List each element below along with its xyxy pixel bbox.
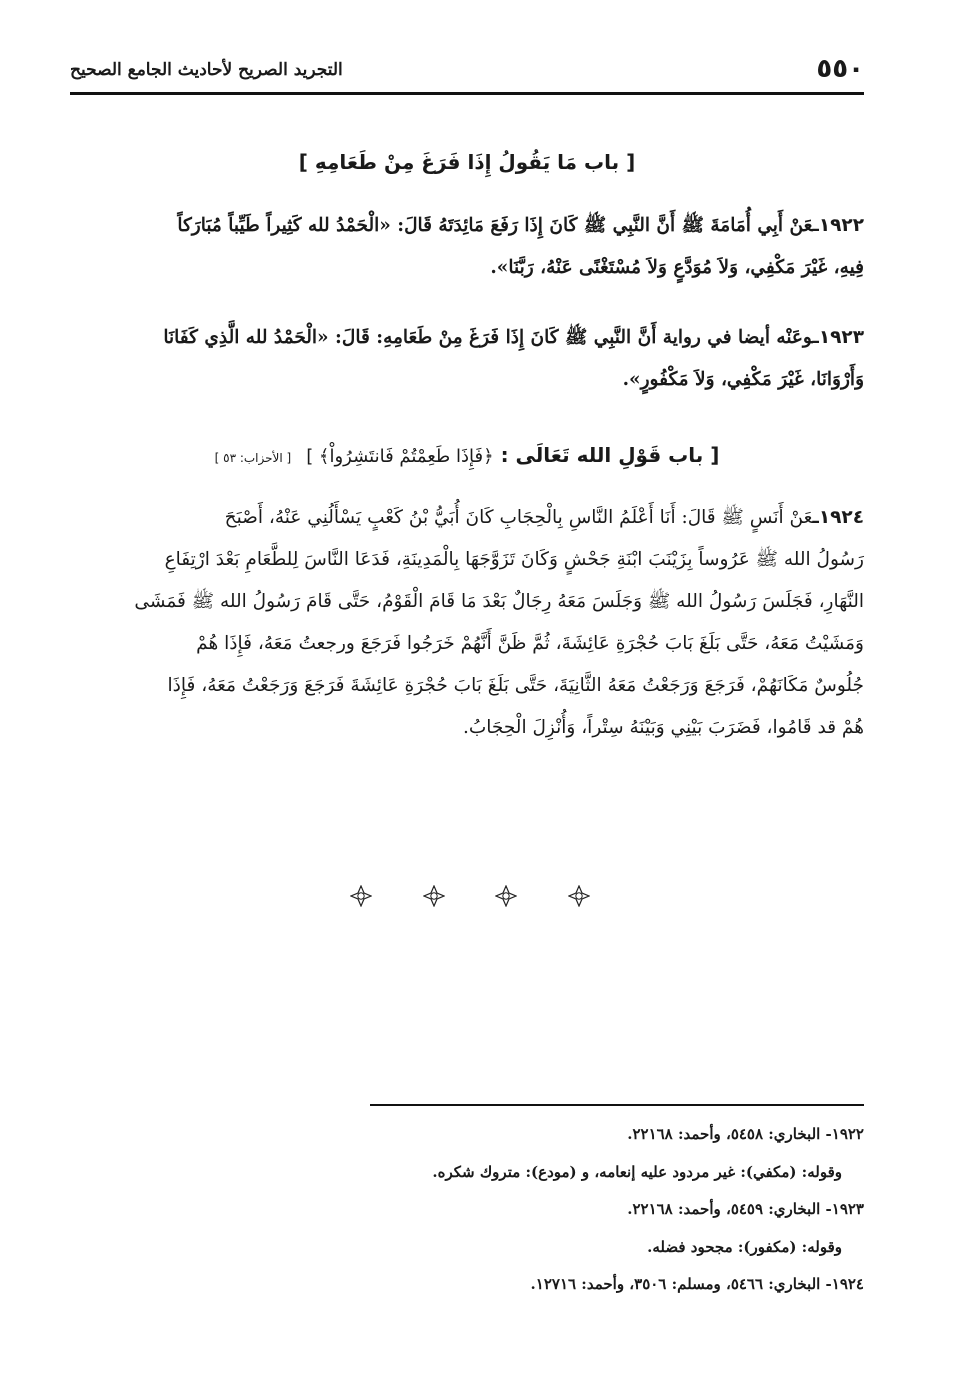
quran-verse: ﴿فَإِذَا طَعِمْتُمْ فَانتَشِرُواْ﴾ ]: [306, 446, 494, 467]
page-number: ٥٥٠: [816, 54, 864, 84]
chapter-heading-2: [70, 443, 864, 467]
hadith-number: ١٩٢٤ـ: [812, 507, 864, 528]
hadith-1923: [70, 317, 864, 401]
hadith-line: ١٩٢٣ـوعَنْه أيضا في رواية أَنَّ النَّبِي ﷺ كَانَ إِذَا فَرَغَ مِنْ طَعَامِهِ: قَالَ: «الْحَمْدُ لله الَّذِي كَفَانَا: [163, 327, 864, 348]
star-ornament-icon: [423, 885, 445, 907]
verse-reference: [ الأحزاب: ٥٣ ]: [214, 451, 292, 465]
hadith-line: رَسُولُ الله ﷺ عَرُوساً بِزَيْنَبَ ابْنَةِ جَحْشٍ وَكَانَ تَزَوَّجَهَا بِالْمَدِينَةِ، فَدَعَا النَّاسَ لِلطَّعَامِ بَعْدَ ارْتِفَاعِ: [164, 549, 864, 570]
chapter-title: [ باب قَوْلِ الله تَعَالَى :: [500, 443, 720, 467]
hadith-line: ١٩٢٢ـعَنْ أَبِي أُمَامَةَ ﷺ أَنَّ النَّبِي ﷺ كَانَ إِذَا رَفَعَ مَائِدَتَهُ قَالَ: «الْحَمْدُ لله كَثِيراً طَيِّباً مُبَارَكاً: [177, 215, 864, 236]
chapter-heading-1: [ باب مَا يَقُولُ إِذَا فَرَغَ مِنْ طَعَامِهِ ]: [298, 150, 636, 174]
book-title: التجريد الصريح لأحاديث الجامع الصحيح: [70, 60, 343, 80]
footnote-1923-note: وقوله: (مكفور): مجحود فضله.: [647, 1238, 842, 1256]
page-header: [70, 52, 864, 95]
hadith-1922: [70, 205, 864, 289]
hadith-1924: [70, 497, 864, 749]
star-ornament-icon: [495, 885, 517, 907]
hadith-line: فِيهِ، غَيْرَ مَكْفِي، وَلاَ مُوَدَّعٍ وَلاَ مُسْتَغْنًى عَنْهُ، رَبَّنَا».: [490, 257, 864, 278]
star-ornament-icon: [568, 885, 590, 907]
hadith-line: وَأَرْوَانَا، غَيْرَ مَكْفِي، وَلاَ مَكْفُورٍ».: [622, 369, 864, 390]
hadith-line: هُمْ قد قَامُوا، فَضَرَبَ بَيْنِي وَبَيْنَهُ سِتْراً، وَأُنْزِلَ الْحِجَابُ.: [462, 717, 864, 738]
hadith-line: ١٩٢٤ـعَنْ أَنَسٍ ﷺ قَالَ: أَنَا أَعْلَمُ النَّاسِ بِالْحِجَابِ كَانَ أُبَيُّ بْنُ كَعْبٍ يَسْأَلُنِي عَنْهُ، أَصْبَحَ: [224, 507, 864, 528]
footnote-1924: ١٩٢٤- البخاري: ٥٤٦٦، ومسلم: ٣٥٠٦، وأحمد: ١٢٧١٦.: [530, 1275, 864, 1293]
footnote-1923: ١٩٢٣- البخاري: ٥٤٥٩، وأحمد: ٢٢١٦٨.: [627, 1200, 864, 1218]
hadith-line: وَمَشَيْتُ مَعَهُ، حَتَّى بَلَغَ بَابَ حُجْرَةِ عَائِشَةَ، ثُمَّ ظَنَّ أَنَّهُمْ خَرَجُوا فَرَجَعَ ورجعتُ مَعَهُ، فَإِذَا هُمْ: [196, 633, 864, 654]
hadith-line: جُلُوسٌ مَكَانَهُمْ، فَرَجَعَ وَرَجَعْتُ مَعَهُ الثَّانِيَةَ، حَتَّى بَلَغَ بَابَ حُجْرَةِ عَائِشَةَ فَرَجَعَ وَرَجَعْتُ مَعَهُ، فَإِذَا: [167, 675, 864, 696]
page: [70, 0, 864, 1378]
star-ornament-icon: [350, 885, 372, 907]
hadith-number: ١٩٢٣ـ: [812, 327, 864, 348]
footnote-1922: ١٩٢٢- البخاري: ٥٤٥٨، وأحمد: ٢٢١٦٨.: [627, 1125, 864, 1143]
footnote-1922-note: وقوله: (مكفي): غير مردود عليه إنعامه، و (مودع): متروك شكره.: [432, 1163, 842, 1181]
hadith-line: النَّهَارِ، فَجَلَسَ رَسُولُ الله ﷺ وَجَلَسَ مَعَهُ رِجَالٌ بَعْدَ مَا قَامَ الْقَوْمُ، حَتَّى قَامَ رَسُولُ الله ﷺ فَمَشَى: [134, 591, 864, 612]
footnote-separator: [370, 1104, 864, 1106]
hadith-number: ١٩٢٢ـ: [812, 215, 864, 236]
section-divider: [350, 885, 590, 915]
